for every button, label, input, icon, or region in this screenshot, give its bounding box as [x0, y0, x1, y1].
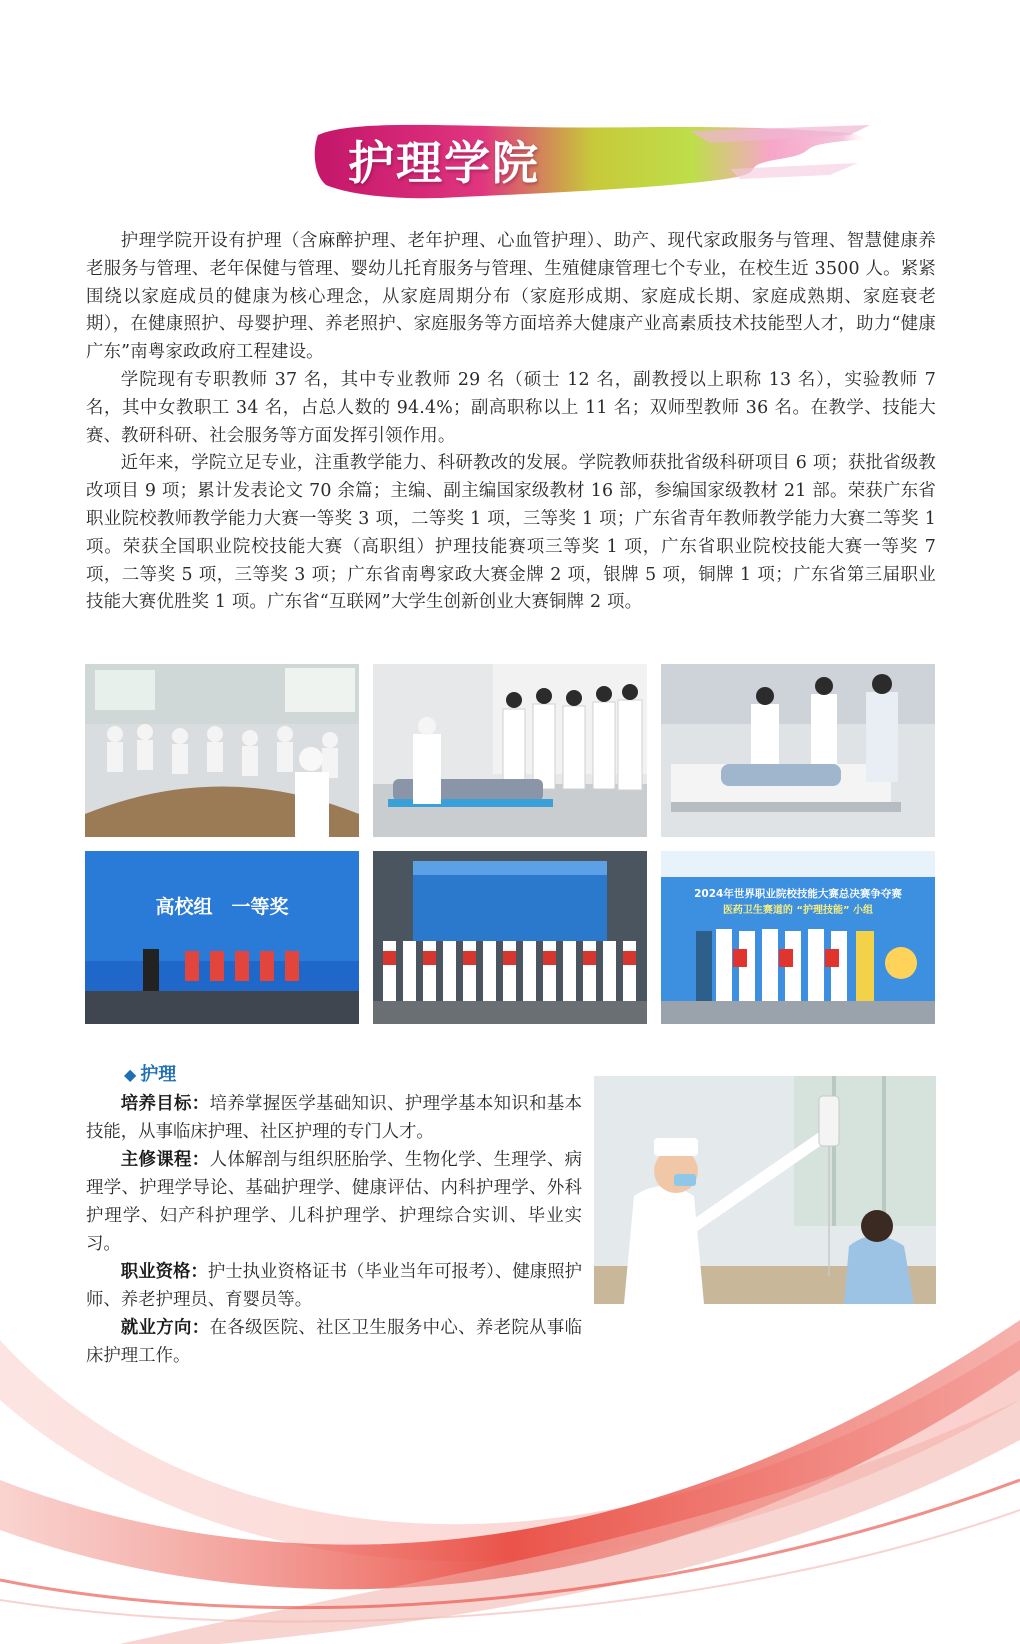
qualifications-text: 护士执业资格证书（毕业当年可报考）、健康照护师、养老护理员、育婴员等。: [86, 1262, 582, 1310]
photo-award-stage-1: [85, 851, 359, 1024]
training-goal: [86, 1090, 582, 1146]
photo-iv-nursing: [594, 1076, 936, 1304]
employment-label: 就业方向：: [120, 1318, 210, 1338]
intro-paragraph: 近年来，学院立足专业，注重教学能力、科研教改的发展。学院教师获批省级科研项目 6 项；获批省级教改项目 9 项；累计发表论文 70 余篇；主编、副主编国家级教材 16 部，参编国家级教材 21 部。荣获广东省职业院校教师教学能力大赛一等奖 3 项，二等奖 1 项，三等奖 1 项；广东省青年教师教学能力大赛二等奖 1 项。荣获全国职业院校技能大赛（高职组）护理技能赛项三等奖 1 项，广东省职业院校技能大赛一等奖 7 项，二等奖 5 项，三等奖 3 项；广东省南粤家政大赛金牌 2 项，银牌 5 项，铜牌 1 项；广东省第三届职业技能大赛优胜奖 1 项。广东省“互联网”大学生创新创业大赛铜牌 2 项。: [86, 453, 936, 613]
employment-text: 在各级医院、社区卫生服务中心、养老院从事临床护理工作。: [86, 1318, 582, 1366]
main-courses-label: 主修课程：: [120, 1150, 210, 1170]
photo-award-stage-3: [661, 851, 935, 1024]
major-heading: [124, 1060, 176, 1086]
main-courses-text: 人体解剖与组织胚胎学、生物化学、生理学、病理学、护理学导论、基础护理学、健康评估、内科护理学、外科护理学、妇产科护理学、儿科护理学、护理综合实训、毕业实习。: [86, 1150, 582, 1254]
photo-bedside-demonstration: [373, 664, 647, 837]
training-goal-text: 培养掌握医学基础知识、护理学基本知识和基本技能，从事临床护理、社区护理的专门人才。: [86, 1094, 582, 1142]
page-title: 护理学院: [348, 136, 540, 190]
main-courses: [86, 1146, 582, 1258]
award-banner-text: 高校组 一等奖: [155, 896, 289, 918]
intro-paragraph: 护理学院开设有护理（含麻醉护理、老年护理、心血管护理）、助产、现代家政服务与管理、智慧健康养老服务与管理、老年保健与管理、婴幼儿托育服务与管理、生殖健康管理七个专业，在校生近 3500 人。紧紧围绕以家庭成员的健康为核心理念，从家庭周期分布（家庭形成期、家庭成长期、家庭成熟期、家庭衰老期），在健康照护、母婴护理、养老照护、家庭服务等方面培养大健康产业高素质技术技能型人才，助力“健康广东”南粤家政政府工程建设。: [86, 231, 936, 363]
major-heading-text: 护理: [140, 1064, 177, 1085]
decorative-swoosh-graphic: [0, 1280, 1020, 1644]
award-banner-subtext: 医药卫生赛道的 “护理技能” 小组: [722, 905, 874, 916]
intro-paragraph: 学院现有专职教师 37 名，其中专业教师 29 名（硕士 12 名，副教授以上职称 13 名），实验教师 7 名，其中女教职工 34 名，占总人数的 94.4%；副高职称以上 11 名；双师型教师 36 名。在教学、技能大赛、教研科研、社会服务等方面发挥引领作用。: [86, 369, 936, 446]
photo-classroom-practice: [85, 664, 359, 837]
qualifications-label: 职业资格：: [120, 1262, 208, 1282]
title-banner: [310, 115, 880, 210]
photo-ward-care: [661, 664, 935, 837]
photo-award-stage-2: [373, 851, 647, 1024]
diamond-bullet-icon: ◆: [124, 1065, 137, 1084]
training-goal-label: 培养目标：: [120, 1094, 210, 1114]
intro-section: [86, 228, 936, 617]
award-banner-text: 2024年世界职业院校技能大赛总决赛争夺赛: [694, 888, 902, 900]
